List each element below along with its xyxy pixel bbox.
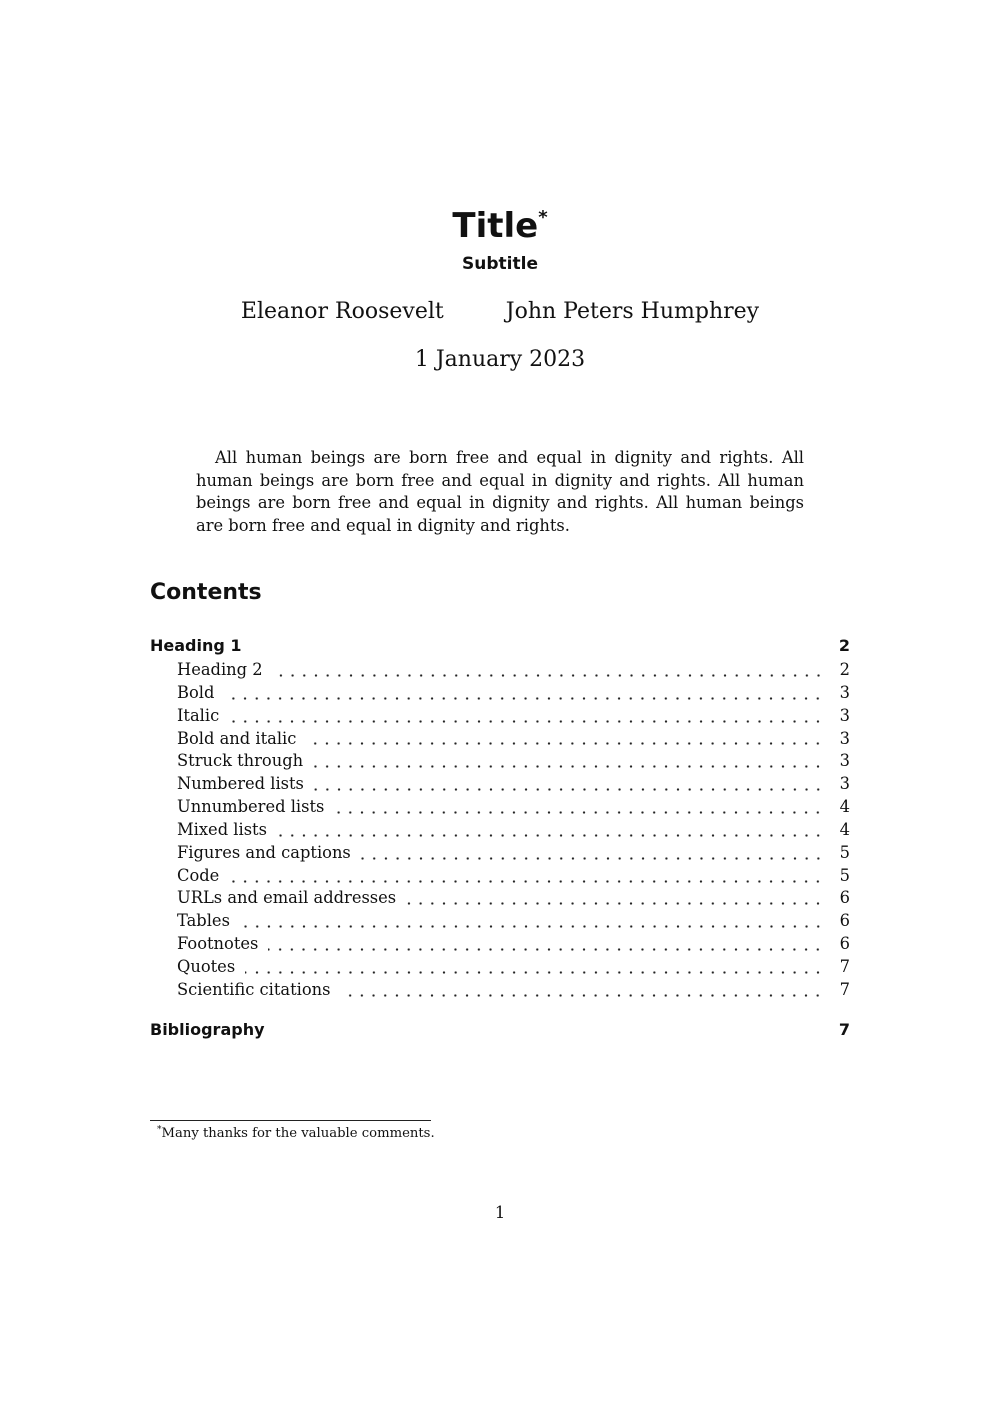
author-list [0,298,1000,326]
dot-leader [306,742,824,745]
toc-entry-label: Tables [177,911,230,931]
toc-entry-page: 6 [839,934,850,954]
footnote-rule [150,1120,431,1121]
toc-entry-label: Figures and captions [177,842,351,862]
toc-subentry[interactable] [177,819,850,842]
toc-subentry[interactable] [177,659,850,682]
abstract: All human beings are born free and equal in dignity and rights. All human beings are born free and equal in dignity and rights. All human beings are born free and equal in dignity and rights. All human beings are born free and equal in dignity and rights. [196,448,804,536]
toc-subentry[interactable] [177,796,850,819]
dot-leader [334,811,824,814]
page-number: 1 [494,1203,506,1222]
dot-leader [224,697,824,700]
dot-leader [268,948,824,951]
document-title [0,204,1000,248]
dot-leader [245,971,824,974]
toc-entry-label: Footnotes [177,934,259,954]
toc-entry-page: 3 [839,774,850,794]
toc-heading: Contents [150,580,262,605]
footnote-text: Many thanks for the valuable comments. [161,1126,435,1141]
dot-leader [313,765,824,768]
toc-subentry[interactable] [177,728,850,751]
author-name: Eleanor Roosevelt [240,299,444,324]
toc-entry-label: Italic [177,705,220,725]
toc-entry-page: 4 [839,797,850,817]
title-footnote-marker[interactable]: * [538,207,548,228]
toc-entry-page: 6 [839,911,850,931]
toc-entry-label: Mixed lists [177,819,267,839]
toc-subentry[interactable] [177,865,850,888]
dot-leader [361,857,824,860]
dot-leader [240,925,824,928]
dot-leader [340,994,824,997]
document-date: 1 January 2023 [414,347,586,372]
toc-entry-label: Bibliography [150,1020,265,1039]
toc-subentry[interactable] [177,979,850,1002]
dot-leader [277,834,824,837]
footnote [157,1125,435,1143]
toc-subentry[interactable] [177,842,850,865]
toc-entry-label: URLs and email addresses [177,888,397,908]
toc-entry-label: Struck through [177,751,304,771]
toc-entry-label: Code [177,865,220,885]
toc-entry-bibliography[interactable] [150,1019,850,1041]
footnote-marker: * [157,1125,162,1135]
toc-entry-label: Bold and italic [177,728,297,748]
toc-entry-page: 3 [839,751,850,771]
toc-subentry[interactable] [177,933,850,956]
toc-subentry[interactable] [177,682,850,705]
title-text: Title [452,206,539,246]
toc-subentry[interactable] [177,705,850,728]
toc-entry-label: Heading 2 [177,660,263,679]
toc-entry-label: Bold [177,682,215,702]
toc-entry-page: 2 [838,636,850,655]
toc-entry-label: Numbered lists [177,774,304,794]
toc-subentry[interactable] [177,956,850,979]
toc-entry-heading-1[interactable] [150,635,850,657]
toc-entry-page: 7 [839,979,850,999]
toc-entry-page: 3 [839,728,850,748]
toc-subsection-list [177,659,850,1002]
dot-leader [314,788,824,791]
dot-leader [406,902,824,905]
toc-subentry[interactable] [177,773,850,796]
toc-entry-label: Scientific citations [177,979,331,999]
toc-entry-label: Unnumbered lists [177,797,325,817]
dot-leader [229,720,824,723]
toc-entry-label: Heading 1 [150,636,242,655]
toc-entry-page: 6 [839,888,850,908]
toc-entry-page: 3 [839,682,850,702]
dot-leader [273,674,824,677]
toc-entry-label: Quotes [177,956,236,976]
author-name: John Peters Humphrey [505,299,760,324]
toc-entry-page: 5 [839,842,850,862]
document-subtitle: Subtitle [462,254,538,274]
toc-entry-page: 7 [838,1020,850,1039]
toc-entry-page: 3 [839,705,850,725]
toc-entry-page: 4 [839,819,850,839]
toc-entry-page: 2 [839,660,850,679]
toc-subentry[interactable] [177,910,850,933]
toc-entry-page: 5 [839,865,850,885]
toc-subentry[interactable] [177,750,850,773]
dot-leader [229,880,824,883]
toc-entry-page: 7 [839,956,850,976]
toc-subentry[interactable] [177,887,850,910]
